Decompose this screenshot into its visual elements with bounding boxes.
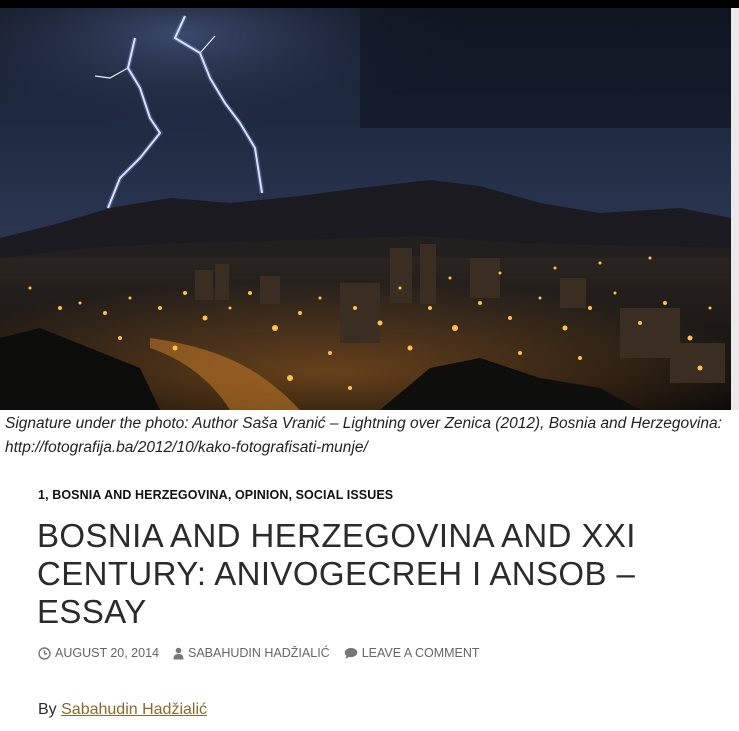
category-link-social-issues[interactable]: SOCIAL ISSUES xyxy=(295,488,394,502)
category-link-opinion[interactable]: OPINION xyxy=(234,488,289,502)
featured-image xyxy=(0,8,731,410)
caption-url[interactable]: http://fotografija.ba/2012/10/kako-fotografisati-munje/ xyxy=(5,439,368,456)
leave-comment-link[interactable]: LEAVE A COMMENT xyxy=(361,646,480,660)
post-date-link[interactable]: AUGUST 20, 2014 xyxy=(55,646,159,660)
category-link-1[interactable]: 1 xyxy=(38,488,46,502)
category-link-bosnia-and-herzegovina[interactable]: BOSNIA AND HERZEGOVINA xyxy=(52,488,228,502)
category-list: 1, BOSNIA AND HERZEGOVINA, OPINION, SOCIAL ISSUES xyxy=(38,488,394,502)
post-date[interactable] xyxy=(38,646,159,660)
post-title xyxy=(37,517,727,631)
right-gutter xyxy=(731,8,739,410)
user-icon xyxy=(173,647,184,660)
post-title-line-3: ESSAY xyxy=(37,593,147,630)
lightning-city-photo xyxy=(0,8,731,410)
comment-icon xyxy=(344,647,358,660)
clock-icon xyxy=(38,647,51,660)
photo-caption xyxy=(5,412,735,460)
byline-author-link[interactable]: Sabahudin Hadžialić xyxy=(61,701,207,718)
post-meta xyxy=(38,646,494,660)
post-title-line-2: CENTURY: ANIVOGECREH I ANSOB – xyxy=(37,555,636,592)
post-title-line-1: BOSNIA AND HERZEGOVINA AND XXI xyxy=(37,517,636,554)
post-comments[interactable] xyxy=(344,646,480,660)
post-author-link[interactable]: SABAHUDIN HADŽIALIĆ xyxy=(188,646,330,660)
post-author[interactable] xyxy=(173,646,330,660)
top-border xyxy=(0,0,739,8)
byline-prefix: By xyxy=(38,701,57,718)
caption-line-1: Signature under the photo: Author Saša Vranić – Lightning over Zenica (2012), Bosnia and Herzegovina: xyxy=(5,415,722,432)
post-byline xyxy=(38,701,207,719)
